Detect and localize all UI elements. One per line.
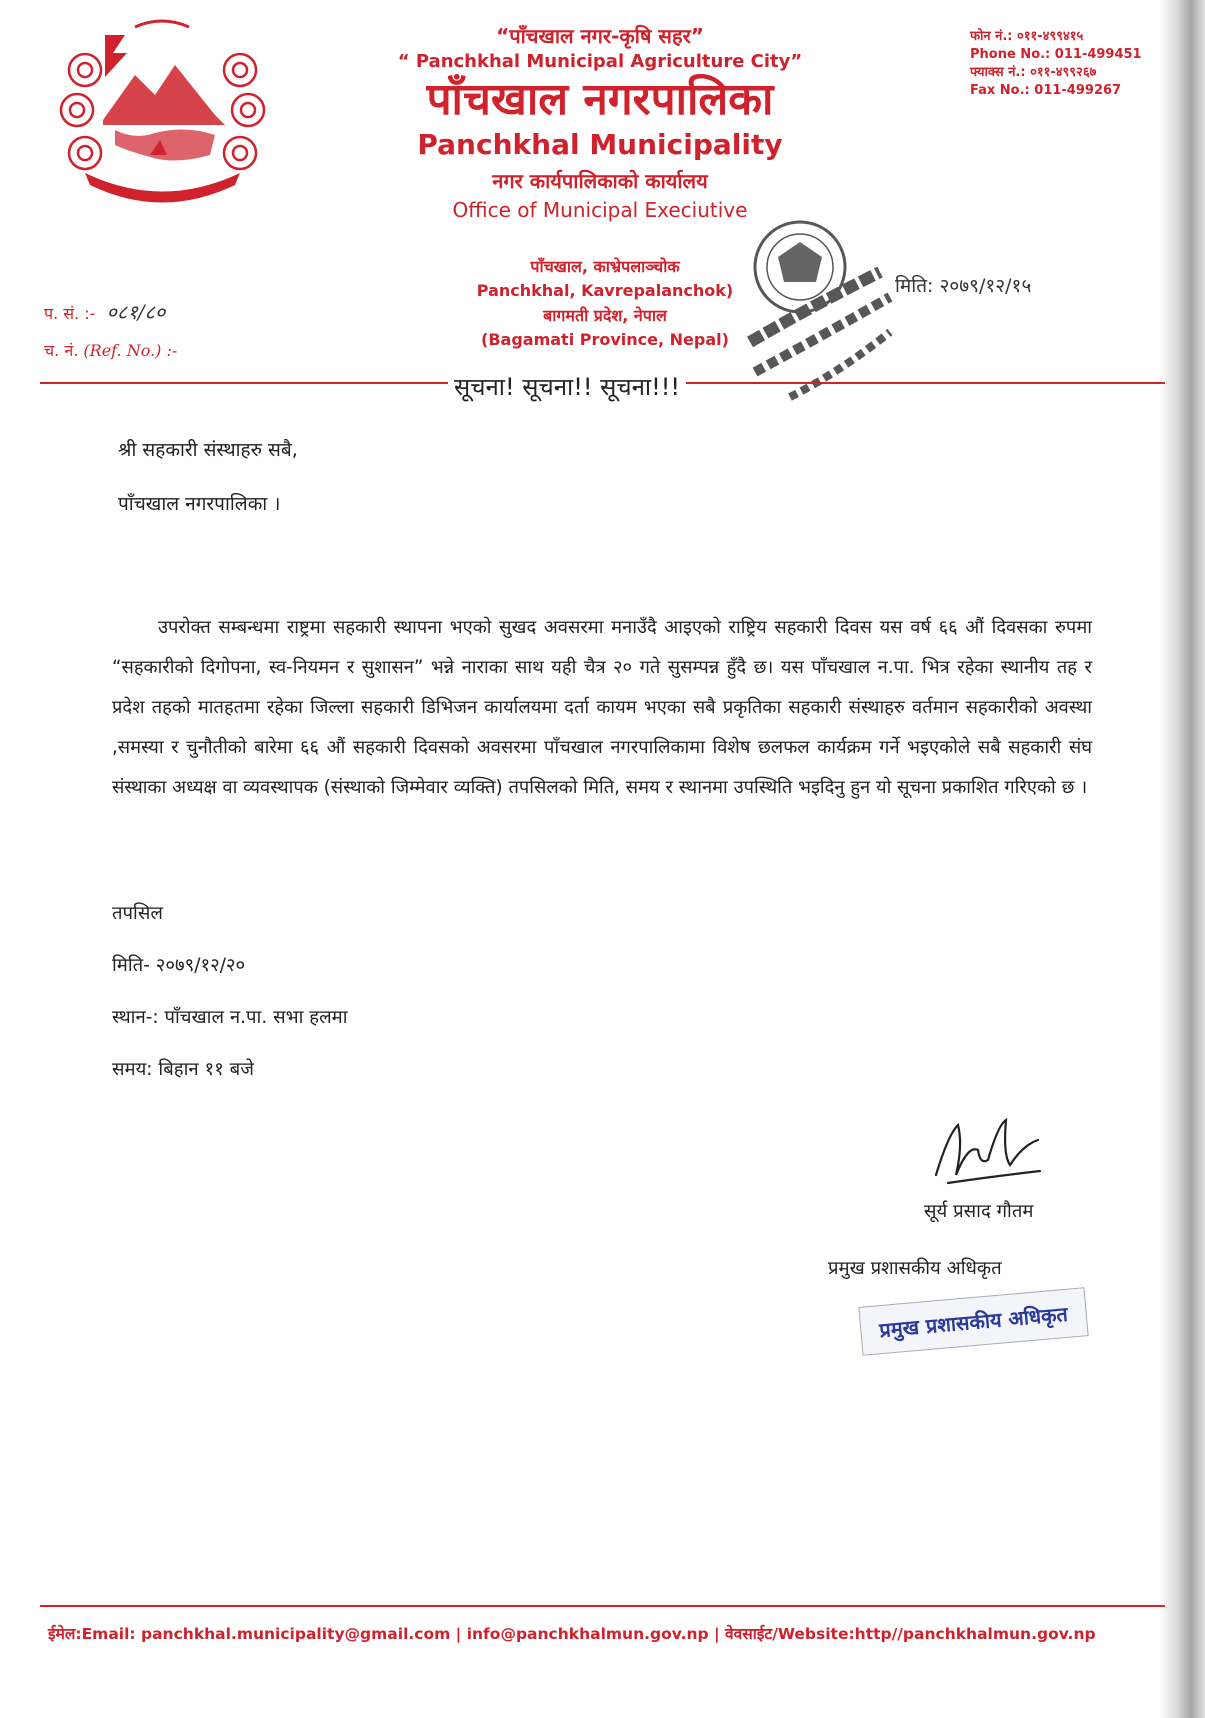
event-time: समय: बिहान ११ बजे [112,1059,254,1080]
footer-divider [40,1605,1165,1607]
office-name-nepali: नगर कार्यपालिकाको कार्यालय [492,169,708,193]
contact-info [970,28,1142,100]
reference-numbers [44,298,177,375]
cn-label-english: (Ref. No.) :- [83,341,178,360]
addressee-line-1: श्री सहकारी संस्थाहरु सबै, [118,439,298,461]
phone-english: Phone No.: 011-499451 [970,47,1142,62]
fax-english: Fax No.: 011-499267 [970,83,1122,98]
cn-label: च. नं. [44,341,79,360]
scan-shadow-edge [1159,0,1205,1718]
slogan-nepali: “पाँचखाल नगर-कृषि सहर” [496,24,704,48]
event-date: मिति- २०७९/१२/२० [112,955,246,976]
footer-contact: ईमेल:Email: panchkhal.municipality@gmail.com | info@panchkhalmun.gov.np | वेवसाईट/Website:http//panchkhalmun.gov.np [48,1625,1096,1643]
notice-body: उपरोक्त सम्बन्धमा राष्ट्रमा सहकारी स्थापना भएको सुखद अवसरमा मनाउँदै आइएको राष्ट्रिय सहकारी दिवस यस वर्ष ६६ औं दिवसका रुपमा “सहकारीको दिगोपना, स्व-नियमन र सुशासन” भन्ने नाराका साथ यही चैत्र २० गते सुसम्पन्न हुँदै छ। यस पाँचखाल न.पा. भित्र रहेका स्थानीय तह र प्रदेश तहको मातहतमा रहेका जिल्ला सहकारी डिभिजन कार्यालयमा दर्ता कायम भएका सबै प्रकृतिका सहकारी संस्थाहरु वर्तमान सहकारीको अवस्था ,समस्या र चुनौतीको बारेमा ६६ औं सहकारी दिवसको अवसरमा पाँचखाल नगरपालिकामा विशेष छलफल कार्यक्रम गर्ने भइएकोले सबै सहकारी संघ संस्थाका अध्यक्ष वा व्यवस्थापक (संस्थाको जिम्मेवार व्यक्ति) तपसिलको मिति, समय र स्थानमा उपस्थिति भइदिनु हुन यो सूचना प्रकाशित गरिएको छ । [112,617,1092,798]
address-english: Panchkhal, Kavrepalanchok) [476,281,734,300]
address-block [455,255,755,353]
phone-nepali: फोन नं.: ०११-४९९४१५ [970,29,1084,44]
office-name-english: Office of Municipal Execiutive [452,198,748,222]
fax-nepali: फ्याक्स नं.: ०११-४९९२६७ [970,65,1097,80]
signatory-name: सूर्य प्रसाद गौतम [924,1201,1034,1222]
event-venue: स्थान-: पाँचखाल न.पा. सभा हलमा [112,1007,348,1028]
signatory-designation: प्रमुख प्रशासकीय अधिकृत [828,1258,1002,1279]
letterhead-header [300,20,900,222]
signature-image [928,1105,1048,1190]
addressee-line-2: पाँचखाल नगरपालिका । [118,493,281,515]
notice-title: सूचना! सूचना!! सूचना!!! [448,370,686,403]
details-heading: तपसिल [112,903,163,924]
designation-stamp: प्रमुख प्रशासकीय अधिकृत [858,1287,1088,1356]
slogan-english: “ Panchkhal Municipal Agriculture City” [397,51,803,72]
nepal-emblem-icon [55,15,270,215]
addressee [118,438,298,546]
municipality-name-english: Panchkhal Municipality [417,128,783,161]
issue-date: मिति: २०७९/१२/१५ [895,275,1032,297]
municipality-name-nepali: पाँचखाल नगरपालिका [426,74,774,125]
ps-value: ०८१/८० [106,300,166,324]
event-details [112,900,348,1108]
province-nepali: बागमती प्रदेश, नेपाल [543,306,667,325]
ps-label: प. सं. :- [44,304,96,323]
province-english: (Bagamati Province, Nepal) [481,330,729,349]
address-nepali: पाँचखाल, काभ्रेपलाञ्चोक [530,257,680,276]
